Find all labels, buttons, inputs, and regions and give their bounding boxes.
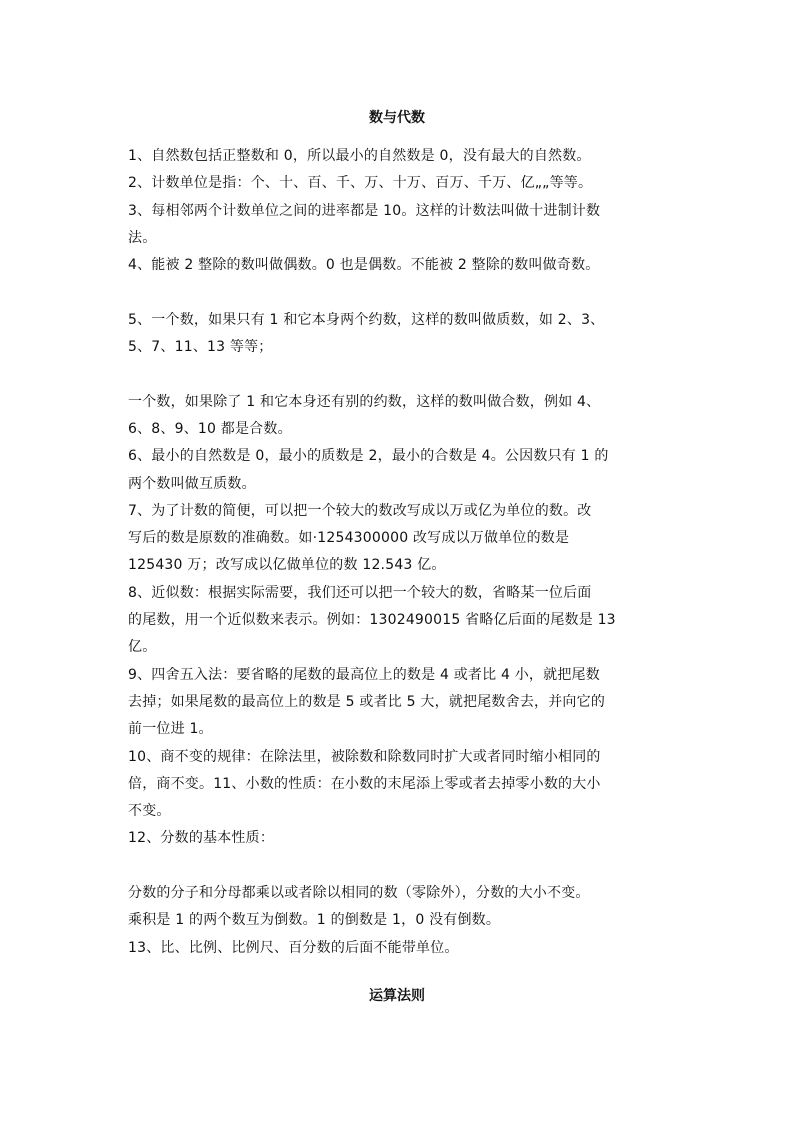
- text-line: 1、自然数包括正整数和 0，所以最小的自然数是 0，没有最大的自然数。: [128, 148, 591, 164]
- text-line: 亿。: [128, 639, 157, 656]
- text-line: 5、一个数，如果只有 1 和它本身两个约数，这样的数叫做质数，如 2、3、: [128, 311, 605, 328]
- text-line: 4、能被 2 整除的数叫做偶数。0 也是偶数。不能被 2 整除的数叫做奇数。: [128, 257, 600, 274]
- text-line: 13、比、比例、比例尺、百分数的后面不能带单位。: [128, 939, 459, 956]
- text-line: 125430 万；改写成以亿做单位的数 12.543 亿。: [128, 557, 446, 574]
- section-title: 运算法则: [369, 988, 425, 1004]
- text-line: 写后的数是原数的准确数。如·1254300000 改写成以万做单位的数是: [128, 530, 570, 547]
- document-body: [128, 143, 688, 962]
- text-line: 7、为了计数的简便，可以把一个较大的数改写成以万或亿为单位的数。改: [128, 502, 592, 519]
- text-line: 5、7、11、13 等等；: [128, 339, 273, 356]
- text-line: 法。: [128, 229, 157, 246]
- text-line: 8、近似数：根据实际需要，我们还可以把一个较大的数，省略某一位后面: [128, 584, 592, 601]
- text-line: 10、商不变的规律：在除法里，被除数和除数同时扩大或者同时缩小相同的: [128, 748, 601, 765]
- text-line: 不变。: [128, 803, 171, 820]
- text-line: 两个数叫做互质数。: [128, 475, 256, 492]
- text-line: 6、8、9、10 都是合数。: [128, 420, 292, 437]
- blank-line: [128, 361, 688, 388]
- text-line: 6、最小的自然数是 0，最小的质数是 2，最小的合数是 4。公因数只有 1 的: [128, 448, 609, 465]
- text-line: 去掉；如果尾数的最高位上的数是 5 或者比 5 大，就把尾数舍去，并向它的: [128, 693, 606, 710]
- text-line: 前一位进 1。: [128, 721, 213, 738]
- text-line: 分数的分子和分母都乘以或者除以相同的数（零除外），分数的大小不变。: [128, 885, 590, 902]
- blank-line: [128, 279, 688, 306]
- text-line: 乘积是 1 的两个数互为倒数。1 的倒数是 1，0 没有倒数。: [128, 912, 501, 929]
- text-line: 12、分数的基本性质：: [128, 830, 275, 847]
- text-line: 倍，商不变。11、小数的性质：在小数的末尾添上零或者去掉零小数的大小: [128, 775, 601, 792]
- text-line: 3、每相邻两个计数单位之间的进率都是 10。这样的计数法叫做十进制计数: [128, 202, 601, 219]
- text-line: 一个数，如果除了 1 和它本身还有别的约数，这样的数叫做合数，例如 4、: [128, 393, 601, 410]
- blank-line: [128, 853, 688, 880]
- text-line: 的尾数，用一个近似数来表示。例如：1302490015 省略亿后面的尾数是 13: [128, 612, 616, 629]
- page-title: 数与代数: [369, 110, 425, 126]
- text-line: 9、四舍五入法：要省略的尾数的最高位上的数是 4 或者比 4 小，就把尾数: [128, 666, 600, 683]
- text-line: 2、计数单位是指：个、十、百、千、万、十万、百万、千万、亿„„等等。: [128, 175, 593, 192]
